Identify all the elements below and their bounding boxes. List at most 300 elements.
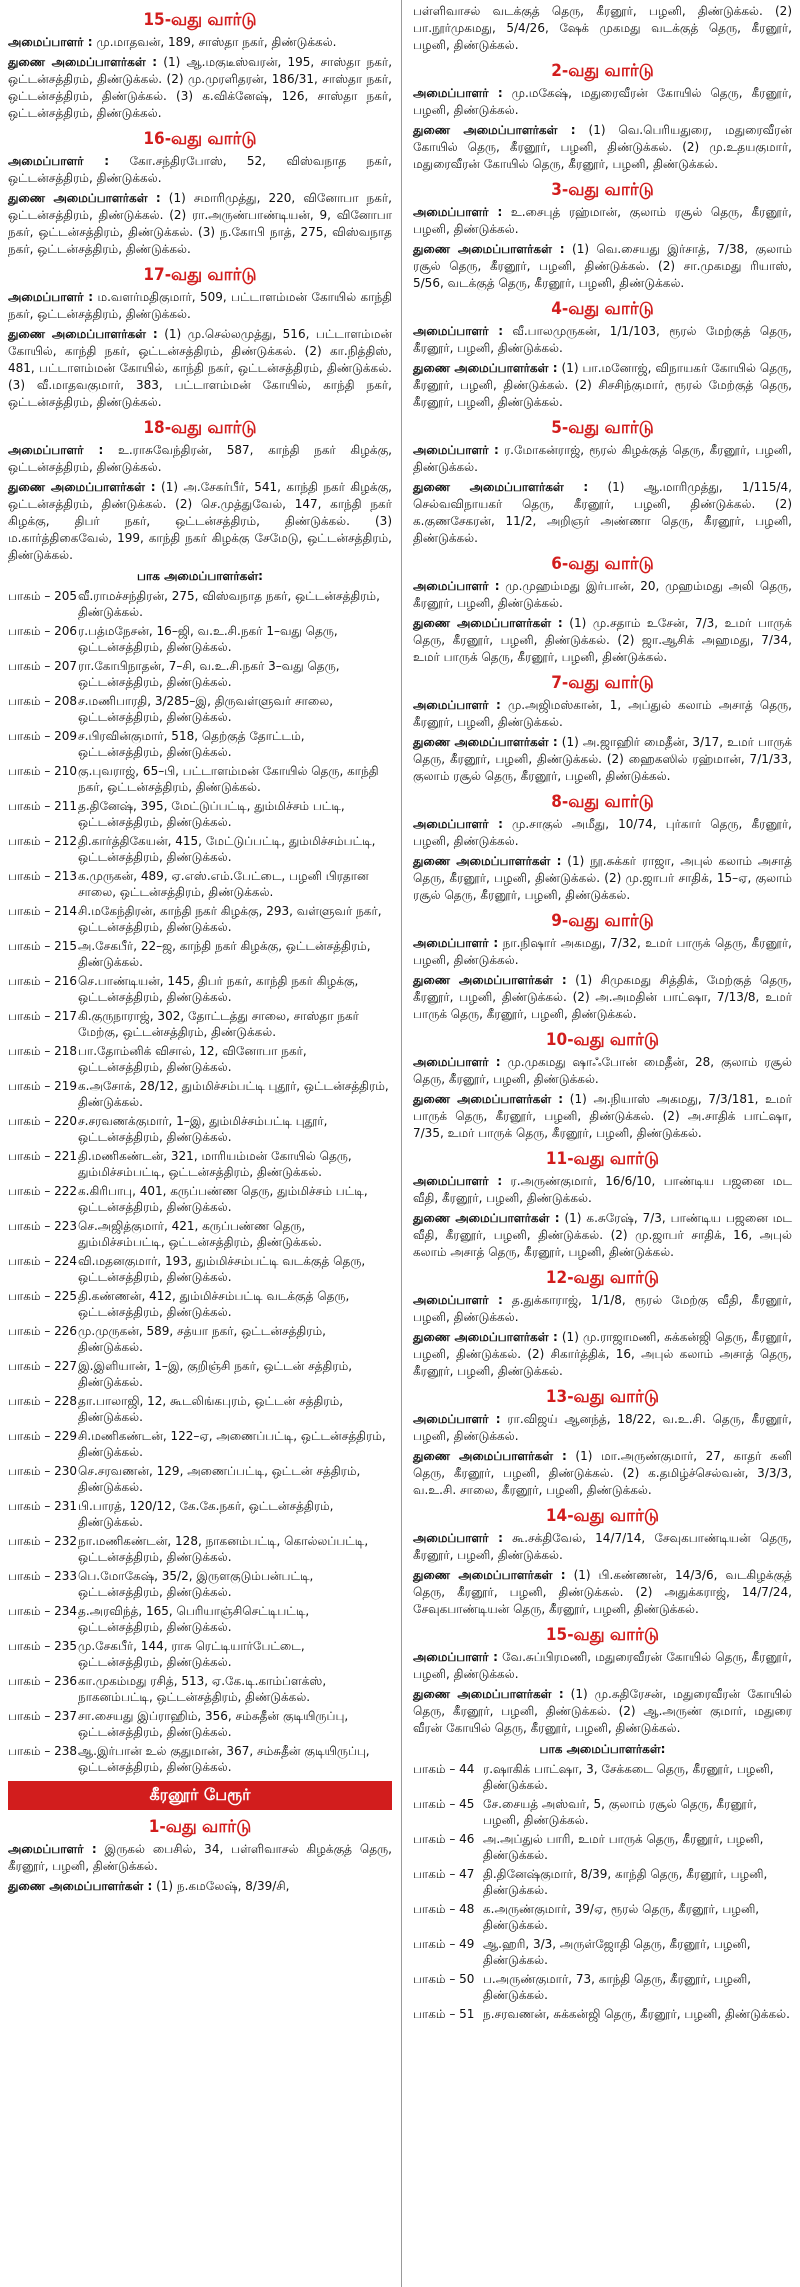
deputy-text: (1) வெ.சையது இர்சாத், 7/38, குலாம் ரசூல் தெரு, கீரனூர், பழனி, திண்டுக்கல். (2) சா.முகமது ரியாஸ், 5/56, வடக்குத் தெரு, கீரனூர், பழனி, திண்டுக்கல். (413, 242, 792, 290)
organizer-entry (413, 1054, 792, 1088)
booth-row (8, 973, 392, 1005)
ward-number: 8 (551, 792, 562, 812)
booth-number: பாகம் – 223 (8, 1219, 78, 1233)
deputy-entry (8, 190, 392, 258)
ward-suffix: -வது வார்டு (567, 1149, 660, 1169)
booth-number: பாகம் – 221 (8, 1149, 78, 1163)
booth-number: பாகம் – 206 (8, 624, 78, 638)
booth-number: பாகம் – 238 (8, 1744, 78, 1758)
deputy-label: துணை அமைப்பாளர்கள் : (8, 327, 158, 341)
ward-heading (413, 911, 792, 933)
booth-text: ச.மணிபாரதி, 3/285–இ, திருவள்ளுவர் சாலை, ஒட்டன்சத்திரம், திண்டுக்கல். (78, 694, 334, 724)
ward-heading (413, 418, 792, 440)
ward-suffix: -வது வார்டு (561, 673, 654, 693)
booth-row (8, 1358, 392, 1390)
deputy-label: துணை அமைப்பாளர்கள் : (413, 1092, 564, 1106)
ward-heading (8, 265, 392, 287)
organizer-text: ரா.விஜய் ஆனந்த், 18/22, வ.உ.சி. தெரு, கீரனூர், பழனி, திண்டுக்கல். (413, 1412, 792, 1443)
booth-text: மு.முருகன், 589, சத்யா நகர், ஒட்டன்சத்திரம், திண்டுக்கல். (78, 1324, 326, 1354)
organizer-text: மு.சாகுல் அமீது, 10/74, புர்கார் தெரு, கீரனூர், பழனி, திண்டுக்கல். (413, 817, 792, 848)
column-divider (401, 0, 402, 2287)
organizer-label: அமைப்பாளர் : (413, 817, 503, 831)
ward-heading (413, 554, 792, 576)
booth-text: ர.ஷாகிக் பாட்ஷா, 3, சேக்கடை தெரு, கீரனூர், பழனி, திண்டுக்கல். (483, 1762, 774, 1792)
booth-heading: பாக அமைப்பாளர்கள்: (539, 1742, 666, 1756)
booth-number: பாகம் – 235 (8, 1639, 78, 1653)
deputy-entry (413, 1210, 792, 1261)
ward-number: 10 (545, 1030, 568, 1050)
organizer-entry (413, 1530, 792, 1564)
booth-row (8, 1708, 392, 1740)
deputy-label: துணை அமைப்பாளர்கள் : (413, 973, 567, 987)
booth-row (413, 1936, 792, 1968)
booth-row (8, 1253, 392, 1285)
organizer-text: மு.முஹம்மது இர்பான், 20, முஹம்மது அலி தெரு, கீரனூர், பழனி, திண்டுக்கல். (413, 579, 792, 610)
deputy-label: துணை அமைப்பாளர்கள் : (413, 854, 562, 868)
ward-suffix: -வது வார்டு (561, 299, 654, 319)
booth-text: மு.சேகபீர், 144, ராசு ரெட்டியார்பேட்டை, ஒட்டன்சத்திரம், திண்டுக்கல். (78, 1639, 305, 1669)
deputy-entry (413, 1686, 792, 1737)
deputy-entry (413, 479, 792, 547)
booth-row (8, 1183, 392, 1215)
organizer-text: கூ.சக்திவேல், 14/7/14, சேவுகபாண்டியன் தெரு, கீரனூர், பழனி, திண்டுக்கல். (413, 1531, 792, 1562)
organizer-text: ர.அருண்குமார், 16/6/10, பாண்டிய பஜனை மட வீதி, கீரனூர், பழனி, திண்டுக்கல். (413, 1174, 792, 1205)
deputy-label: துணை அமைப்பாளர்கள் : (8, 1879, 153, 1893)
organizer-text: ர.மோகன்ராஜ், ரூரல் கிழக்குத் தெரு, கீரனூர், பழனி, திண்டுக்கல். (413, 443, 792, 474)
ward-heading (413, 1506, 792, 1528)
booth-text: செ.பாண்டியன், 145, திபர் நகர், காந்தி நகர் கிழக்கு, ஒட்டன்சத்திரம், திண்டுக்கல். (78, 974, 359, 1004)
booth-row (8, 1533, 392, 1565)
booth-number: பாகம் – 214 (8, 904, 78, 918)
organizer-text: மு.மாதவன், 189, சாஸ்தா நகர், திண்டுக்கல். (96, 35, 337, 49)
deputy-entry (8, 326, 392, 411)
booth-text: அ.சேகபீர், 22–ஜ, காந்தி நகர் கிழக்கு, ஒட்டன்சத்திரம், திண்டுக்கல். (78, 939, 371, 969)
booth-row (8, 588, 392, 620)
deputy-text: (1) பா.மனோஜ், விநாயகர் கோயில் தெரு, கீரனூர், பழனி, திண்டுக்கல். (2) சிசசிந்குமார், ரூரல் மேற்குத் தெரு, கீரனூர், பழனி, திண்டுக்கல். (413, 361, 792, 409)
deputy-text: (1) சமாரிமுத்து, 220, வினோபா நகர், ஒட்டன்சத்திரம், திண்டுக்கல். (2) ரா.அருண்பாண்டியன், 9, வினோபா நகர், ஒட்டன்சத்திரம், திண்டுக்கல். (3) ந.கோபி நாத், 275, விஸ்வநாத நகர், ஒட்டன்சத்திரம், திண்டுக்கல். (8, 191, 392, 256)
booth-number: பாகம் – 211 (8, 799, 78, 813)
organizer-text: வே.சுப்பிரமணி, மதுரைவீரன் கோயில் தெரு, கீரனூர், பழனி, திண்டுக்கல். (413, 1650, 792, 1681)
booth-text: கா.முகம்மது ரசித், 513, ஏ.கே.டி.காம்ப்ளக்ஸ், நாகனம்பட்டி, ஒட்டன்சத்திரம், திண்டுக்கல். (78, 1674, 327, 1704)
booth-number: பாகம் – 231 (8, 1499, 78, 1513)
booth-number: பாகம் – 213 (8, 869, 78, 883)
ward-suffix: -வது வார்டு (561, 180, 654, 200)
booth-text: பி.பாரத், 120/12, கே.கே.நகர், ஒட்டன்சத்திரம், திண்டுக்கல். (78, 1499, 334, 1529)
ward-heading (413, 299, 792, 321)
deputy-text: (1) அ.நியாஸ் அகமது, 7/3/181, உமர் பாருக் தெரு, கீரனூர், பழனி, திண்டுக்கல். (2) அ.சாதிக் பாட்ஷா, 7/35, உமர் பாருக் தெரு, கீரனூர், பழனி, திண்டுக்கல். (413, 1092, 792, 1140)
booth-row (8, 658, 392, 690)
organizer-text: நா.நிஷார் அகமது, 7/32, உமர் பாருக் தெரு, கீரனூர், பழனி, திண்டுக்கல். (413, 936, 792, 967)
organizer-label: அமைப்பாளர் : (413, 205, 503, 219)
booth-row (413, 1761, 792, 1793)
booth-number: பாகம் – 49 (413, 1937, 475, 1951)
booth-heading: பாக அமைப்பாளர்கள்: (137, 569, 263, 583)
booth-row (413, 1901, 792, 1933)
ward-number: 13 (545, 1387, 568, 1407)
deputy-label: துணை அமைப்பாளர்கள் : (413, 480, 589, 494)
organizer-text: உ.சைபுத் ரஹ்மான், குலாம் ரசூல் தெரு, கீரனூர், பழனி, திண்டுக்கல். (413, 205, 792, 236)
deputy-text: (1) சிமுகமது சித்திக், மேற்குத் தெரு, கீரனூர், பழனி, திண்டுக்கல். (2) அ.அமதின் பாட்ஷா, 7/13/8, உமர் பாருக் தெரு, கீரனூர், பழனி, திண்டுக்கல். (413, 973, 792, 1021)
ward-suffix: -வது வார்டு (561, 911, 654, 931)
booth-text: தா.பாலாஜி, 12, கூடலிங்கபுரம், ஒட்டன் சத்திரம், திண்டுக்கல். (78, 1394, 344, 1424)
deputy-text: (1) மு.சுதிரேசன், மதுரைவீரன் கோயில் தெரு, கீரனூர், பழனி, திண்டுக்கல். (2) ஆ.அருண் குமார், மதுரை வீரன் கோயில் தெரு, கீரனூர், பழனி, திண்டுக்கல். (413, 1687, 792, 1735)
ward-heading (8, 418, 392, 440)
deputy-text: (1) அ.ஜாஹிர் மைதீன், 3/17, உமர் பாருக் தெரு, கீரனூர், பழனி, திண்டுக்கல். (2) ஹைகஸில் ரஹ்மான், 7/1/33, குலாம் ரசூல் தெரு, கீரனூர், பழனி, திண்டுக்கல். (413, 735, 792, 783)
booth-text: க.முருகன், 489, ஏ.எஸ்.எம்.பேட்டை, பழனி பிரதான சாலை, ஒட்டன்சத்திரம், திண்டுக்கல். (78, 869, 369, 899)
ward-heading (413, 1387, 792, 1409)
ward-heading (413, 61, 792, 83)
organizer-entry (413, 816, 792, 850)
organizer-label: அமைப்பாளர் : (8, 35, 93, 49)
booth-row (8, 1603, 392, 1635)
booth-number: பாகம் – 212 (8, 834, 78, 848)
booth-row (8, 1043, 392, 1075)
deputy-entry (413, 1567, 792, 1618)
ward-suffix: -வது வார்டு (164, 418, 257, 438)
booth-text: செ.சரவணன், 129, அணைப்பட்டி, ஒட்டன் சத்திரம், திண்டுக்கல். (78, 1464, 361, 1494)
booth-row (8, 1463, 392, 1495)
organizer-label: அமைப்பாளர் : (413, 1055, 501, 1069)
booth-row (8, 1393, 392, 1425)
organizer-text: கோ.சந்திரபோஸ், 52, விஸ்வநாத நகர், ஒட்டன்சத்திரம், திண்டுக்கல். (8, 154, 392, 185)
deputy-label: துணை அமைப்பாளர்கள் : (413, 1330, 558, 1344)
ward-number: 12 (545, 1268, 568, 1288)
organizer-label: அமைப்பாளர் : (413, 1174, 503, 1188)
booth-number: பாகம் – 233 (8, 1569, 78, 1583)
organizer-label: அமைப்பாளர் : (413, 1531, 503, 1545)
booth-row (8, 693, 392, 725)
deputy-entry (413, 1448, 792, 1499)
ward-suffix: -வது வார்டு (164, 10, 257, 30)
ward-number: 6 (551, 554, 562, 574)
booth-text: க.அருண்குமார், 39/ஏ, ரூரல் தெரு, கீரனூர், பழனி, திண்டுக்கல். (483, 1902, 760, 1932)
booth-text: பெ.மோகேஷ், 35/2, இருளகுடும்பன்பட்டி, ஒட்டன்சத்திரம், திண்டுக்கல். (78, 1569, 314, 1599)
ward-heading (8, 10, 392, 32)
booth-text: தி.கண்ணன், 412, தும்மிச்சம்பட்டி வடக்குத் தெரு, ஒட்டன்சத்திரம், திண்டுக்கல். (78, 1289, 350, 1319)
deputy-text: (1) அ.சேகர்பீர், 541, காந்தி நகர் கிழக்கு, ஒட்டன்சத்திரம், திண்டுக்கல். (2) செ.முத்துவேல், 147, காந்தி நகர் கிழக்கு, திபர் நகர், ஒட்டன்சத்திரம், திண்டுக்கல். (3) ம.கார்த்திகைவேல், 199, காந்தி நகர் கிழக்கு சேமேடு, ஒட்டன்சத்திரம், திண்டுக்கல். (8, 480, 392, 562)
ward-number: 14 (545, 1506, 568, 1526)
booth-text: சி.மகேந்திரன், காந்தி நகர் கிழக்கு, 293, வள்ளுவர் நகர், ஒட்டன்சத்திரம், திண்டுக்கல். (78, 904, 382, 934)
booth-text: பா.தோம்னிக் விசால், 12, வினோபா நகர், ஒட்டன்சத்திரம், திண்டுக்கல். (78, 1044, 307, 1074)
organizer-entry (413, 442, 792, 476)
ward-number: 16 (143, 129, 165, 149)
booth-number: பாகம் – 236 (8, 1674, 78, 1688)
booth-number: பாகம் – 226 (8, 1324, 78, 1338)
organizer-text: இருகல் பைசில், 34, பள்ளிவாசல் கிழக்குத் தெரு, கீரனூர், பழனி, திண்டுக்கல். (8, 1842, 392, 1873)
organizer-text: மு.அஜிமஸ்கான், 1, அப்துல் கலாம் அசாத் தெரு, கீரனூர், பழனி, திண்டுக்கல். (413, 698, 792, 729)
organizer-entry (413, 323, 792, 357)
organizer-entry (413, 85, 792, 119)
booth-number: பாகம் – 51 (413, 2007, 475, 2021)
section-banner: கீரனூர் பேரூர் (8, 1781, 392, 1810)
organizer-label: அமைப்பாளர் : (8, 290, 94, 304)
booth-number: பாகம் – 216 (8, 974, 78, 988)
booth-text: வி.மதனகுமார், 193, தும்மிச்சம்பட்டி வடக்குத் தெரு, ஒட்டன்சத்திரம், திண்டுக்கல். (78, 1254, 366, 1284)
deputy-entry (413, 122, 792, 173)
deputy-label: துணை அமைப்பாளர்கள் : (413, 123, 576, 137)
booth-row (413, 1971, 792, 2003)
booth-number: பாகம் – 230 (8, 1464, 78, 1478)
deputy-entry (413, 853, 792, 904)
booth-number: பாகம் – 227 (8, 1359, 78, 1373)
organizer-label: அமைப்பாளர் : (413, 936, 499, 950)
ward-suffix: -வது வார்டு (159, 1817, 252, 1837)
ward-suffix: -வது வார்டு (561, 418, 654, 438)
booth-text: செ.அஜித்குமார், 421, கருப்பண்ண தெரு, தும்மிச்சம்பட்டி, ஒட்டன்சத்திரம், திண்டுக்கல். (78, 1219, 322, 1249)
organizer-label: அமைப்பாளர் : (8, 443, 104, 457)
booth-row (8, 1498, 392, 1530)
booth-text: ச.சரவணக்குமார், 1–இ, தும்மிச்சம்பட்டி புதூர், ஒட்டன்சத்திரம், திண்டுக்கல். (78, 1114, 328, 1144)
deputy-entry (413, 972, 792, 1023)
booth-text: தி.மணிகண்டன், 321, மாரியம்மன் கோயில் தெரு, தும்மிச்சம்பட்டி, ஒட்டன்சத்திரம், திண்டுக்கல். (78, 1149, 352, 1179)
ward-heading (413, 1149, 792, 1171)
booth-number: பாகம் – 45 (413, 1797, 475, 1811)
booth-row (8, 833, 392, 865)
ward-suffix: -வது வார்டு (561, 554, 654, 574)
booth-text: வீ.ராமச்சந்திரன், 275, விஸ்வநாத நகர், ஒட்டன்சத்திரம், திண்டுக்கல். (78, 589, 380, 619)
booth-text: நா.மணிகண்டன், 128, நாகனம்பட்டி, கொல்லப்பட்டி, ஒட்டன்சத்திரம், திண்டுக்கல். (78, 1534, 369, 1564)
organizer-entry (8, 1841, 392, 1875)
organizer-label: அமைப்பாளர் : (413, 1650, 498, 1664)
organizer-label: அமைப்பாளர் : (413, 1412, 501, 1426)
booth-row (413, 1796, 792, 1828)
ward-number: 9 (551, 911, 562, 931)
organizer-entry (413, 1173, 792, 1207)
ward-number: 15 (545, 1625, 568, 1645)
ward-heading (8, 129, 392, 151)
organizer-entry (8, 34, 392, 51)
booth-row (8, 623, 392, 655)
organizer-label: அமைப்பாளர் : (8, 1842, 97, 1856)
booth-text: த.அரவிந்த், 165, பெரியாஞ்சிசெட்டிபட்டி, ஒட்டன்சத்திரம், திண்டுக்கல். (78, 1604, 310, 1634)
deputy-label: துணை அமைப்பாளர்கள் : (8, 480, 156, 494)
booth-number: பாகம் – 210 (8, 764, 78, 778)
ward-heading (8, 1817, 392, 1839)
ward-suffix: -வது வார்டு (567, 1268, 660, 1288)
booth-number: பாகம் – 232 (8, 1534, 78, 1548)
ward-suffix: -வது வார்டு (567, 1625, 660, 1645)
organizer-entry (8, 289, 392, 323)
booth-number: பாகம் – 219 (8, 1079, 78, 1093)
booth-number: பாகம் – 215 (8, 939, 78, 953)
deputy-label: துணை அமைப்பாளர்கள் : (413, 242, 565, 256)
booth-row (413, 2006, 792, 2022)
booth-row (8, 938, 392, 970)
organizer-entry (413, 578, 792, 612)
deputy-text: (1) நூ.சுக்கர் ராஜா, அபுல் கலாம் அசாத் தெரு, கீரனூர், பழனி, திண்டுக்கல். (2) மு.ஜாபர் சாதிக், 15–ஏ, குலாம் ரசூல் தெரு, கீரனூர், பழனி, திண்டுக்கல். (413, 854, 792, 902)
booth-text: ஆ.இர்பான் உல் குதுமான், 367, சம்சுதீன் குடியிருப்பு, ஒட்டன்சத்திரம், திண்டுக்கல். (78, 1744, 370, 1774)
booth-text: ந.சரவணன், சுக்கன்ஜி தெரு, கீரனூர், பழனி, திண்டுக்கல். (483, 2007, 790, 2021)
deputy-text: (1) பி.கண்ணன், 14/3/6, வடகிழக்குத் தெரு, கீரனூர், பழனி, திண்டுக்கல். (2) அதுக்கராஜ், 14/7/24, சேவுகபாண்டியன் தெரு, கீரனூர், பழனி, திண்டுக்கல். (413, 1568, 792, 1616)
booth-number: பாகம் – 234 (8, 1604, 78, 1618)
booth-text: ப.அருண்குமார், 73, காந்தி தெரு, கீரனூர், பழனி, திண்டுக்கல். (483, 1972, 752, 2002)
ward-number: 7 (551, 673, 562, 693)
booth-number: பாகம் – 207 (8, 659, 78, 673)
organizer-label: அமைப்பாளர் : (8, 154, 110, 168)
booth-row (8, 903, 392, 935)
organizer-label: அமைப்பாளர் : (413, 698, 501, 712)
booth-text: தி.கார்த்திகேயன், 415, மேட்டுப்பட்டி, தும்மிச்சம்பட்டி, ஒட்டன்சத்திரம், திண்டுக்கல். (78, 834, 376, 864)
organizer-entry (8, 442, 392, 476)
organizer-label: அமைப்பாளர் : (413, 324, 504, 338)
booth-row (8, 868, 392, 900)
ward-suffix: -வது வார்டு (567, 1387, 660, 1407)
continued-text: பள்ளிவாசல் வடக்குத் தெரு, கீரனூர், பழனி, திண்டுக்கல். (2) பா.நூர்முகமது, 5/4/26, ஷேக் முகமது வடக்குத் தெரு, கீரனூர், பழனி, திண்டுக்கல். (413, 4, 792, 52)
booth-text: சா.சையது இப்ராஹிம், 356, சம்சுதீன் குடியிருப்பு, ஒட்டன்சத்திரம், திண்டுக்கல். (78, 1709, 349, 1739)
ward-number: 1 (148, 1817, 160, 1837)
booth-row (8, 1428, 392, 1460)
booth-text: த.தினேஷ், 395, மேட்டுப்பட்டி, தும்மிச்சம் பட்டி, ஒட்டன்சத்திரம், திண்டுக்கல். (78, 799, 345, 829)
booth-text: ரா.கோபிநாதன், 7–சி, வ.உ.சி.நகர் 3–வது தெரு, ஒட்டன்சத்திரம், திண்டுக்கல். (78, 659, 340, 689)
booth-number: பாகம் – 229 (8, 1429, 78, 1443)
deputy-label: துணை அமைப்பாளர்கள் : (413, 1687, 564, 1701)
booth-row (8, 1568, 392, 1600)
booth-text: இ.இளியான், 1–இ, குறிஞ்சி நகர், ஒட்டன் சத்திரம், திண்டுக்கல். (78, 1359, 353, 1389)
deputy-entry (8, 479, 392, 564)
organizer-text: வீ.பாலமுருகன், 1/1/103, ரூரல் மேற்குத் தெரு, கீரனூர், பழனி, திண்டுக்கல். (413, 324, 792, 355)
booth-row (8, 1218, 392, 1250)
booth-text: அ.அப்துல் பாரி, உமர் பாருக் தெரு, கீரனூர், பழனி, திண்டுக்கல். (483, 1832, 764, 1862)
deputy-text: (1) ஆ.மாரிமுத்து, 1/115/4, செல்வவிநாயகர் தெரு, கீரனூர், பழனி, திண்டுக்கல். (2) க.குணசேகரன், 11/2, அறிஞர் அண்ணா தெரு, கீரனூர், பழனி, திண்டுக்கல். (413, 480, 792, 545)
booth-text: கி.குருநாராஜ், 302, தோட்டத்து சாலை, சாஸ்தா நகர் மேற்கு, ஒட்டன்சத்திரம், திண்டுக்கல். (78, 1009, 359, 1039)
booth-number: பாகம் – 208 (8, 694, 78, 708)
deputy-text: (1) ஆ.மகுடீஸ்வரன், 195, சாஸ்தா நகர், ஒட்டன்சத்திரம், திண்டுக்கல். (2) மு.முரளிதரன், 186/31, சாஸ்தா நகர், ஒட்டன்சத்திரம், திண்டுக்கல். (3) க.விக்னேஷ், 126, சாஸ்தா நகர், ஒட்டன்சத்திரம், திண்டுக்கல். (8, 55, 393, 120)
booth-number: பாகம் – 222 (8, 1184, 78, 1198)
booth-number: பாகம் – 218 (8, 1044, 78, 1058)
booth-number: பாகம் – 47 (413, 1867, 475, 1881)
booth-text: க.கிரிபாபு, 401, கருப்பண்ண தெரு, தும்மிச்சம் பட்டி, ஒட்டன்சத்திரம், திண்டுக்கல். (78, 1184, 368, 1214)
organizer-text: மு.முகமது ஷாஃபோன் மைதீன், 28, குலாம் ரசூல் தெரு, கீரனூர், பழனி, திண்டுக்கல். (413, 1055, 792, 1086)
deputy-entry (413, 734, 792, 785)
deputy-text: (1) க.சுரேஷ், 7/3, பாண்டிய பஜனை மட வீதி, கீரனூர், பழனி, திண்டுக்கல். (2) மு.ஜாபர் சாதிக், 16, அபுல் கலாம் அசாத் தெரு, கீரனூர், பழனி, திண்டுக்கல். (413, 1211, 792, 1259)
organizer-entry (413, 204, 792, 238)
organizer-entry (413, 697, 792, 731)
organizer-text: ம.வளர்மதிகுமார், 509, பட்டாளம்மன் கோயில் காந்தி நகர், ஒட்டன்சத்திரம், திண்டுக்கல். (8, 290, 392, 321)
deputy-text: (1) வெ.பெரியதுரை, மதுரைவீரன் கோயில் தெரு, கீரனூர், பழனி, திண்டுக்கல். (2) மு.உதயகுமார், மதுரைவீரன் கோயில் தெரு, கீரனூர், பழனி, திண்டுக்கல். (413, 123, 792, 171)
deputy-text: (1) மு.சதாம் உசேன், 7/3, உமர் பாருக் தெரு, கீரனூர், பழனி, திண்டுக்கல். (2) ஜா.ஆசிக் அஹமது, 7/34, உமர் பாருக் தெரு, கீரனூர், பழனி, திண்டுக்கல். (413, 616, 792, 664)
booth-number: பாகம் – 50 (413, 1972, 475, 1986)
booth-row (8, 1148, 392, 1180)
ward-heading (413, 673, 792, 695)
organizer-label: அமைப்பாளர் : (413, 1293, 503, 1307)
organizer-text: உ.ராசுவேந்திரன், 587, காந்தி நகர் கிழக்கு, ஒட்டன்சத்திரம், திண்டுக்கல். (8, 443, 392, 474)
ward-suffix: -வது வார்டு (567, 1506, 660, 1526)
booth-text: சி.மணிகண்டன், 122–ஏ, அணைப்பட்டி, ஒட்டன்சத்திரம், திண்டுக்கல். (78, 1429, 386, 1459)
organizer-entry (413, 1292, 792, 1326)
deputy-entry (8, 54, 392, 122)
booth-number: பாகம் – 209 (8, 729, 78, 743)
booth-row (8, 798, 392, 830)
booth-number: பாகம் – 205 (8, 589, 78, 603)
booth-number: பாகம் – 228 (8, 1394, 78, 1408)
ward-number: 4 (551, 299, 562, 319)
deputy-entry (413, 360, 792, 411)
booth-row (8, 1008, 392, 1040)
ward-suffix: -வது வார்டு (561, 61, 654, 81)
booth-number: பாகம் – 225 (8, 1289, 78, 1303)
ward-number: 15 (143, 10, 165, 30)
ward-suffix: -வது வார்டு (164, 265, 257, 285)
organizer-entry (413, 935, 792, 969)
booth-number: பாகம் – 44 (413, 1762, 475, 1776)
organizer-text: மு.மகேஷ், மதுரைவீரன் கோயில் தெரு, கீரனூர், பழனி, திண்டுக்கல். (413, 86, 792, 117)
booth-row (8, 763, 392, 795)
booth-row (8, 1638, 392, 1670)
deputy-label: துணை அமைப்பாளர்கள் : (413, 1568, 566, 1582)
deputy-text: (1) மு.ராஜாமணி, சுக்கன்ஜி தெரு, கீரனூர், பழனி, திண்டுக்கல். (2) சிகார்த்திக், 16, அபுல் கலாம் அசாத் தெரு, கீரனூர், பழனி, திண்டுக்கல். (413, 1330, 792, 1378)
ward-number: 11 (545, 1149, 568, 1169)
deputy-label: துணை அமைப்பாளர்கள் : (413, 1211, 560, 1225)
ward-heading (413, 792, 792, 814)
deputy-entry (413, 1329, 792, 1380)
ward-heading (413, 1625, 792, 1647)
deputy-entry (413, 1091, 792, 1142)
ward-suffix: -வது வார்டு (567, 1030, 660, 1050)
booth-text: ச.பிரவின்குமார், 518, தெற்குத் தோட்டம், ஒட்டன்சத்திரம், திண்டுக்கல். (78, 729, 305, 759)
deputy-label: துணை அமைப்பாளர்கள் : (413, 616, 563, 630)
booth-text: தி.தினேஷ்குமார், 8/39, காந்தி தெரு, கீரனூர், பழனி, திண்டுக்கல். (483, 1867, 768, 1897)
deputy-label: துணை அமைப்பாளர்கள் : (8, 191, 161, 205)
ward-number: 18 (143, 418, 165, 438)
booth-number: பாகம் – 48 (413, 1902, 475, 1916)
booth-row (8, 1323, 392, 1355)
ward-suffix: -வது வார்டு (561, 792, 654, 812)
organizer-entry (8, 153, 392, 187)
booth-number: பாகம் – 237 (8, 1709, 78, 1723)
organizer-entry (413, 1649, 792, 1683)
deputy-label: துணை அமைப்பாளர்கள் : (413, 361, 558, 375)
booth-text: கு.புவராஜ், 65–பி, பட்டாளம்மன் கோயில் தெரு, காந்தி நகர், ஒட்டன்சத்திரம், திண்டுக்கல். (78, 764, 379, 794)
booth-row (8, 1113, 392, 1145)
deputy-label: துணை அமைப்பாளர்கள் : (413, 735, 558, 749)
booth-row (8, 1288, 392, 1320)
ward-heading (413, 1268, 792, 1290)
deputy-entry (413, 241, 792, 292)
organizer-label: அமைப்பாளர் : (413, 86, 503, 100)
booth-row (8, 1078, 392, 1110)
deputy-label: துணை அமைப்பாளர்கள் : (413, 1449, 567, 1463)
booth-text: க.அசோக், 28/12, தும்மிச்சம்பட்டி புதூர், ஒட்டன்சத்திரம், திண்டுக்கல். (78, 1079, 389, 1109)
ward-number: 2 (551, 61, 562, 81)
right-column (405, 0, 800, 2287)
deputy-text: (1) ந.கமலேஷ், 8/39/சி, (156, 1879, 290, 1893)
booth-number: பாகம் – 46 (413, 1832, 475, 1846)
booth-number: பாகம் – 220 (8, 1114, 78, 1128)
booth-row (413, 1866, 792, 1898)
ward-heading (413, 1030, 792, 1052)
ward-number: 5 (551, 418, 562, 438)
booth-text: ர.பத்மநேசன், 16–ஜி, வ.உ.சி.நகர் 1–வது தெரு, ஒட்டன்சத்திரம், திண்டுக்கல். (78, 624, 338, 654)
organizer-text: த.துக்காராஜ், 1/1/8, ரூரல் மேற்கு வீதி, கீரனூர், பழனி, திண்டுக்கல். (413, 1293, 792, 1324)
ward-heading (413, 180, 792, 202)
booth-row (8, 728, 392, 760)
deputy-entry (8, 1878, 392, 1895)
deputy-text: (1) மா.அருண்குமார், 27, காதர் கனி தெரு, கீரனூர், பழனி, திண்டுக்கல். (2) க.தமிழ்ச்செல்வன், 3/3/3, வ.உ.சி. சாலை, கீரனூர், பழனி, திண்டுக்கல். (413, 1449, 792, 1497)
organizer-entry (413, 1411, 792, 1445)
booth-row (413, 1831, 792, 1863)
organizer-label: அமைப்பாளர் : (413, 579, 500, 593)
ward-number: 17 (143, 265, 165, 285)
organizer-label: அமைப்பாளர் : (413, 443, 499, 457)
ward-suffix: -வது வார்டு (164, 129, 257, 149)
ward-number: 3 (551, 180, 562, 200)
booth-row (8, 1673, 392, 1705)
deputy-text: (1) மு.செல்லமுத்து, 516, பட்டாளம்மன் கோயில், காந்தி நகர், ஒட்டன்சத்திரம், திண்டுக்கல். (2) கா.நித்திஸ், 481, பட்டாளம்மன் கோயில், காந்தி நகர், ஒட்டன்சத்திரம், திண்டுக்கல். (3) வீ.மாதவகுமார், 383, பட்டாளம்மன் கோயில், காந்தி நகர், ஒட்டன்சத்திரம், திண்டுக்கல். (8, 327, 392, 409)
booth-number: பாகம் – 217 (8, 1009, 78, 1023)
booth-text: ஆ.ஹரி, 3/3, அருள்ஜோதி தெரு, கீரனூர், பழனி, திண்டுக்கல். (483, 1937, 751, 1967)
booth-text: சே.சையத் அஸ்வர், 5, குலாம் ரசூல் தெரு, கீரனூர், பழனி, திண்டுக்கல். (483, 1797, 757, 1827)
booth-number: பாகம் – 224 (8, 1254, 78, 1268)
